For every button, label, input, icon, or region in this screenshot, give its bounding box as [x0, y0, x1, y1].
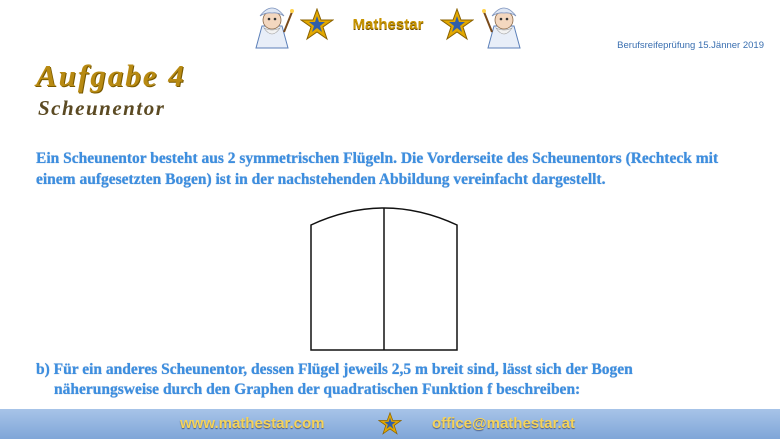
email-link[interactable]: office@mathestar.at	[432, 415, 576, 432]
part-b-line1: Für ein anderes Scheunentor, dessen Flügel jeweils 2,5 m breit sind, lässt sich der Bogen	[53, 361, 633, 378]
page-subtitle: Scheunentor	[38, 96, 166, 120]
logo	[250, 4, 530, 50]
page-title: Aufgabe 4	[36, 58, 186, 93]
wizard-right-icon	[482, 4, 526, 50]
footer-bar	[0, 409, 780, 439]
part-b-label: b)	[36, 361, 50, 378]
wizard-left-icon	[250, 4, 294, 50]
part-b-line2: näherungsweise durch den Graphen der quadratischen Funktion f beschreiben:	[54, 381, 581, 398]
brand-name: Mathestar	[352, 16, 424, 33]
star-icon	[300, 8, 334, 42]
intro-text: Ein Scheunentor besteht aus 2 symmetrischen Flügeln. Die Vorderseite des Scheunentors (Rechteck mit einem aufgesetzten Bogen) ist in der nachstehenden Abbildung vereinfacht dargestellt.	[36, 150, 719, 188]
part-b-text	[36, 360, 752, 400]
exam-info: Berufsreifeprüfung 15.Jänner 2019	[617, 40, 764, 51]
star-icon	[378, 412, 402, 436]
barn-door-figure	[308, 205, 460, 351]
star-icon	[440, 8, 474, 42]
header	[0, 0, 780, 52]
website-link[interactable]: www.mathestar.com	[180, 415, 325, 432]
